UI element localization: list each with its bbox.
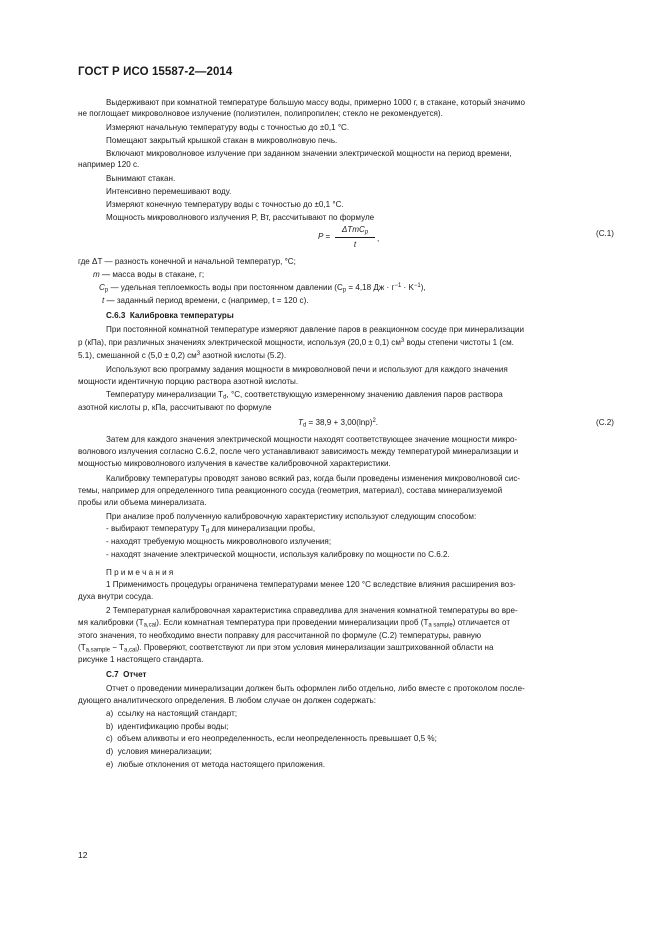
formula-c2: $T_d = 38,9 + 3,00(\ln p)^2$. — [298, 418, 379, 429]
text-line: Отчет о проведении минерализации должен быть оформлен либо отдельно, либо вместе с протоколом после- — [106, 684, 525, 693]
text-line: Затем для каждого значения электрической мощности находят соответствующее значение мощности микро- — [106, 435, 518, 444]
note-line: мя калибровки $(T_{a,cal})$. Если комнатная температура при проведении минерализации проб $(T_{a sample})$ отличается от — [78, 618, 511, 629]
where-item: где ΔT — разность конечной и начальной температур, °С; — [78, 257, 296, 266]
text-line: Измеряют конечную температуру воды с точностью до ±0,1 °С. — [106, 200, 344, 209]
formula-c1-denominator: t — [353, 240, 357, 249]
text-line: Температуру минерализации $T_d$, °С, соответствующую измеренному значению давления паров раствора — [106, 390, 503, 401]
notes-title: П р и м е ч а н и я — [106, 568, 174, 577]
text-line: Вынимают стакан. — [106, 174, 176, 183]
formula-c1-lhs: P = — [318, 232, 331, 241]
text-line: волнового излучения согласно С.6.2, после чего устанавливают зависимость между температурой минерализации и — [78, 447, 519, 456]
list-bullet: - находят значение электрической мощности, используя калибровку по мощности по С.6.2. — [106, 550, 450, 559]
document-header: ГОСТ Р ИСО 15587-2—2014 — [78, 66, 233, 78]
list-item: c) объем аликвоты и его неопределенность, если неопределенность превышает 0,5 %; — [106, 734, 437, 743]
formula-c1-label: (С.1) — [596, 229, 614, 238]
note-line: духа внутри сосуда. — [78, 592, 154, 601]
section-heading-c7: С.7 Отчет — [106, 670, 147, 679]
where-item: t — заданный период времени, с (например, t = 120 с). — [102, 296, 309, 305]
section-heading-c63: С.6.3 Калибровка температуры — [106, 311, 234, 320]
text-line: дующего аналитического определения. В любом случае он должен содержать: — [78, 696, 376, 705]
where-item: m — масса воды в стакане, г; — [93, 270, 205, 279]
page-number: 12 — [78, 850, 88, 860]
text-line: Мощность микроволнового излучения P, Вт, рассчитывают по формуле — [106, 213, 375, 222]
note-line: рисунке 1 настоящего стандарта. — [78, 655, 204, 664]
formula-c2-label: (С.2) — [596, 418, 614, 427]
text-line: Измеряют начальную температуру воды с точностью до ±0,1 °С. — [106, 123, 350, 132]
text-line: Интенсивно перемешивают воду. — [106, 187, 232, 196]
text-line: пробы или объема минерализата. — [78, 498, 207, 507]
text-line: например 120 с. — [78, 160, 140, 169]
text-line: азотной кислоты p, кПа, рассчитывают по формуле — [78, 403, 272, 412]
where-item: $C_p$ — удельная теплоемкость воды при постоянном давлении ($C_p = 4,18$ Дж · $г^{-1} \cdot K^{-1}$), — [99, 283, 426, 294]
text-line: 5.1), смешанной с (5,0 ± 0,2) $см^3$ азотной кислоты (5.2). — [78, 351, 287, 360]
text-line: Калибровку температуры проводят заново всякий раз, когда были проведены изменения микроволновой сис- — [106, 474, 521, 483]
text-line: не поглощает микроволновое излучение (полиэтилен, полипропилен; стекло не рекомендуется). — [78, 109, 443, 118]
list-item: b) идентификацию пробы воды; — [106, 722, 229, 731]
text-line: Включают микроволновое излучение при заданном значении электрической мощности на период времени, — [106, 149, 512, 158]
text-line: темы, например для определенного типа реакционного сосуда (геометрия, материал), состава минерализуемой — [78, 486, 503, 495]
formula-c1-fraction-bar — [335, 237, 375, 238]
list-bullet: - находят требуемую мощность микроволнового излучения; — [106, 537, 332, 546]
text-line: Выдерживают при комнатной температуре большую массу воды, примерно 1000 г, в стакане, который значимо — [106, 98, 525, 107]
formula-c1-numerator: ΔTmC$_p$ — [341, 225, 369, 236]
text-line: p (кПа), при различных значениях электрической мощности, используя (20,0 ± 0,1) $см^3$ воды степени чистоты 1 (см. — [78, 338, 514, 347]
list-item: a) ссылку на настоящий стандарт; — [106, 709, 238, 718]
note-line: этого значения, то необходимо внести поправку для рассчитанной по формуле (С.2) температуры, равную — [78, 631, 482, 640]
text-line: При постоянной комнатной температуре измеряют давление паров в реакционном сосуде при минерализации — [106, 325, 525, 334]
note-line: $(T_{a,sample} - T_{a,cal})$. Проверяют, соответствуют ли при этом условия минерализации заштрихованной области на — [78, 643, 494, 654]
list-item: e) любые отклонения от метода настоящего приложения. — [106, 760, 326, 769]
note-line: 1 Применимость процедуры ограничена температурами менее 120 °С вследствие влияния расширения воз- — [106, 580, 516, 589]
text-line: мощности идентичную порцию раствора азотной кислоты. — [78, 377, 299, 386]
text-line: Используют всю программу задания мощности в микроволновой печи и используют для каждого значения — [106, 365, 508, 374]
note-line: 2 Температурная калибровочная характеристика справедлива для значения комнатной температуры во вре- — [106, 606, 518, 615]
formula-c1-tail: , — [377, 234, 380, 243]
text-line: мощностью микроволнового излучения в качестве калибровочной характеристики. — [78, 459, 391, 468]
list-item: d) условия минерализации; — [106, 747, 212, 756]
text-line: При анализе проб полученную калибровочную характеристику используют следующим способом: — [106, 512, 477, 521]
text-line: Помещают закрытый крышкой стакан в микроволновую печь. — [106, 136, 338, 145]
list-bullet: - выбирают температуру $T_d$ для минерализации пробы, — [106, 524, 316, 535]
